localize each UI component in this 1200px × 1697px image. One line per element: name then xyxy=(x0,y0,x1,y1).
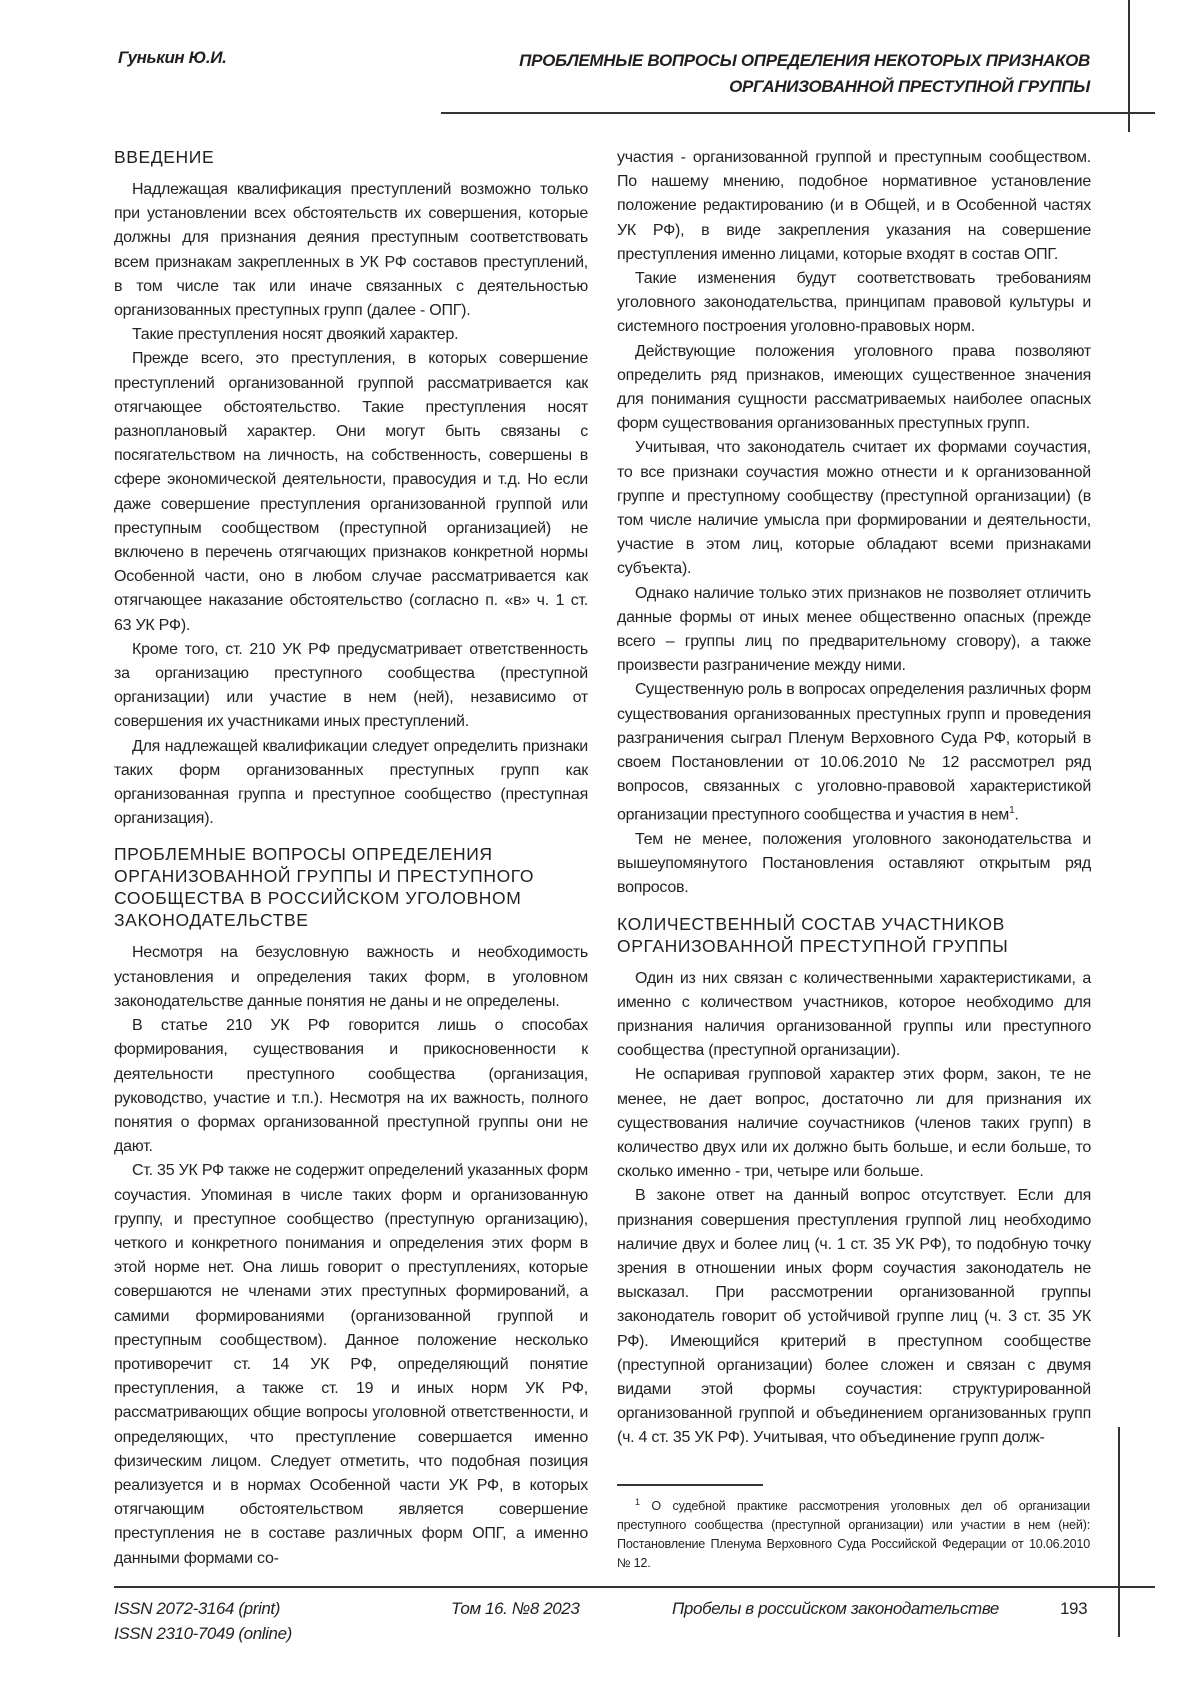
header-vertical-rule xyxy=(1128,0,1130,132)
paragraph: Один из них связан с количественными характеристиками, а именно с количеством участников, которое необходимо для признания наличия организованной группы или преступного сообщества (преступной организации). xyxy=(617,967,1091,1064)
paragraph: Ст. 35 УК РФ также не содержит определений указанных форм соучастия. Упоминая в числе таких форм и организованную группу, и преступное сообщество (преступную организацию), четкого и конкретного понимания и определения этих форм в этой норме нет. Она лишь говорит о преступлениях, которые совершаются не членами этих преступных формирований, а самими формированиями (организованной группой и преступным сообществом). Данное положение несколько противоречит ст. 14 УК РФ, определяющий понятие преступления, а также ст. 19 и иных норм УК РФ, рассматривающих общие вопросы уголовной ответственности, и определяющих, что преступление совершается именно физическим лицом. Следует отметить, что подобная позиция реализуется и в нормах Особенной части УК РФ, в которых отягчающим обстоятельством является совершение преступления не в составе различных форм ОПГ, а именно данными формами со- xyxy=(114,1159,588,1570)
author-name: Гунькин Ю.И. xyxy=(118,48,226,68)
section-heading-introduction: ВВЕДЕНИЕ xyxy=(114,146,588,168)
header-rule xyxy=(441,112,1155,114)
running-title-line-2: ОРГАНИЗОВАННОЙ ПРЕСТУПНОЙ ГРУППЫ xyxy=(410,74,1090,100)
paragraph: Кроме того, ст. 210 УК РФ предусматривает ответственность за организацию преступного сообщества (преступной организации) или участие в нем (ней), независимо от совершения их участниками иных преступлений. xyxy=(114,638,588,735)
paragraph: Прежде всего, это преступления, в которых совершение преступлений организованной группой рассматривается как отягчающее обстоятельство. Такие преступления носят разноплановый характер. Они могут быть связаны с посягательством на личность, на собственность, совершены в сфере экономической деятельности, правосудия и т.д. Но если даже совершение преступления организованной группой или преступным сообществом (преступной организацией) не включено в перечень отягчающих признаков конкретной нормы Особенной части, оно в любом случае рассматривается как отягчающее наказание обстоятельство (согласно п. «в» ч. 1 ст. 63 УК РФ). xyxy=(114,347,588,637)
footnote-number: 1 xyxy=(635,1497,640,1507)
paragraph: В законе ответ на данный вопрос отсутствует. Если для признания совершения преступления группой лиц необходимо наличие двух и более лиц (ч. 1 ст. 35 УК РФ), то подобную точку зрения в отношении иных форм соучастия законодатель не высказал. При рассмотрении организованной группы законодатель говорит об устойчивой группе лиц (ч. 3 ст. 35 УК РФ). Имеющийся критерий в преступном сообществе (преступной организации) более сложен и связан с двумя видами этой формы соучастия: структурированной организованной группой и объединением организованных групп (ч. 4 ст. 35 УК РФ). Учитывая, что объединение групп долж- xyxy=(617,1184,1091,1450)
running-title xyxy=(410,48,1090,100)
paragraph: Однако наличие только этих признаков не позволяет отличить данные формы от иных менее общественно опасных (прежде всего – группы лиц по предварительному сговору), а также произвести разграничение между ними. xyxy=(617,582,1091,679)
journal-title: Пробелы в российском законодательстве xyxy=(672,1599,999,1619)
paragraph: Учитывая, что законодатель считает их формами соучастия, то все признаки соучастия можно отнести и к организованной группе и преступному сообществу (преступной организации) (в том числе наличие умысла при формировании и деятельности, участие в этом лиц, которые обладают всеми признаками субъекта). xyxy=(617,436,1091,581)
footnote xyxy=(617,1493,1090,1573)
period: . xyxy=(1014,807,1018,824)
right-column xyxy=(617,146,1091,1451)
paragraph xyxy=(617,678,1091,828)
footer-vertical-rule xyxy=(1118,1427,1120,1637)
paragraph: Надлежащая квалификация преступлений возможно только при установлении всех обстоятельств их совершения, которые должны для признания деяния преступным соответствовать всем признакам закрепленных в УК РФ составов преступлений, в том числе так или иначе связанных с деятельностью организованных преступных групп (далее - ОПГ). xyxy=(114,178,588,323)
page-number: 193 xyxy=(1060,1599,1087,1619)
paragraph: Несмотря на безусловную важность и необходимость установления и определения таких форм, в уголовном законодательстве данные понятия не даны и не определены. xyxy=(114,941,588,1014)
running-title-line-1: ПРОБЛЕМНЫЕ ВОПРОСЫ ОПРЕДЕЛЕНИЯ НЕКОТОРЫХ ПРИЗНАКОВ xyxy=(410,48,1090,74)
footer-rule xyxy=(114,1586,1155,1588)
section-heading-composition: КОЛИЧЕСТВЕННЫЙ СОСТАВ УЧАСТНИКОВ ОРГАНИЗОВАННОЙ ПРЕСТУПНОЙ ГРУППЫ xyxy=(617,913,1091,957)
volume-issue: Том 16. №8 2023 xyxy=(451,1599,579,1619)
paragraph: Действующие положения уголовного права позволяют определить ряд признаков, имеющих существенное значения для понимания сущности рассматриваемых наиболее опасных форм существования организованных преступных групп. xyxy=(617,340,1091,437)
paragraph: В статье 210 УК РФ говорится лишь о способах формирования, существования и прикосновенности к деятельности преступного сообщества (организация, руководство, участие и т.п.). Несмотря на их важность, полного понятия о формах организованной преступной группы они не дают. xyxy=(114,1014,588,1159)
paragraph: Не оспаривая групповой характер этих форм, закон, те не менее, не дает вопрос, достаточно ли для признания их существования наличие соучастников (членов таких групп) в количество двух или их должно быть больше, и если больше, то сколько именно - три, четыре или больше. xyxy=(617,1063,1091,1184)
footnote-text: О судебной практике рассмотрения уголовных дел об организации преступного сообщества (преступной организации) или участии в нем (ней): Постановление Пленума Верховного Суда Российской Федерации от 10.06.2010 № 12. xyxy=(617,1499,1090,1570)
paragraph: Для надлежащей квалификации следует определить признаки таких форм организованных преступных групп как организованная группа и преступное сообщество (преступная организация). xyxy=(114,735,588,832)
footnote-reference[interactable]: 1 xyxy=(1009,805,1014,816)
paragraph-continued: участия - организованной группой и преступным сообществом. По нашему мнению, подобное нормативное установление положение редактированию (и в Общей, и в Особенной частях УК РФ), в виде закрепления указания на совершение преступления именно лицами, которые входят в состав ОПГ. xyxy=(617,146,1091,267)
paragraph: Такие изменения будут соответствовать требованиям уголовного законодательства, принципам правовой культуры и системного построения уголовно-правовых норм. xyxy=(617,267,1091,340)
issn-online: ISSN 2310-7049 (online) xyxy=(114,1624,292,1644)
left-column xyxy=(114,146,588,1571)
section-heading-problems: ПРОБЛЕМНЫЕ ВОПРОСЫ ОПРЕДЕЛЕНИЯ ОРГАНИЗОВАННОЙ ГРУППЫ И ПРЕСТУПНОГО СООБЩЕСТВА В РОССИЙСКОМ УГОЛОВНОМ ЗАКОНОДАТЕЛЬСТВЕ xyxy=(114,843,588,931)
footnote-separator xyxy=(617,1484,763,1486)
paragraph-text: Существенную роль в вопросах определения различных форм существования организованных преступных групп и проведения разграничения сыграл Пленум Верховного Суда РФ, который в своем Постановлении от 10.06.2010 № 12 рассмотрел ряд вопросов, связанных с уголовно-правовой характеристикой организации преступного сообщества и участия в нем xyxy=(617,681,1091,823)
issn-print: ISSN 2072-3164 (print) xyxy=(114,1599,280,1619)
paragraph: Тем не менее, положения уголовного законодательства и вышеупомянутого Постановления оставляют открытым ряд вопросов. xyxy=(617,828,1091,901)
paragraph: Такие преступления носят двоякий характер. xyxy=(114,323,588,347)
